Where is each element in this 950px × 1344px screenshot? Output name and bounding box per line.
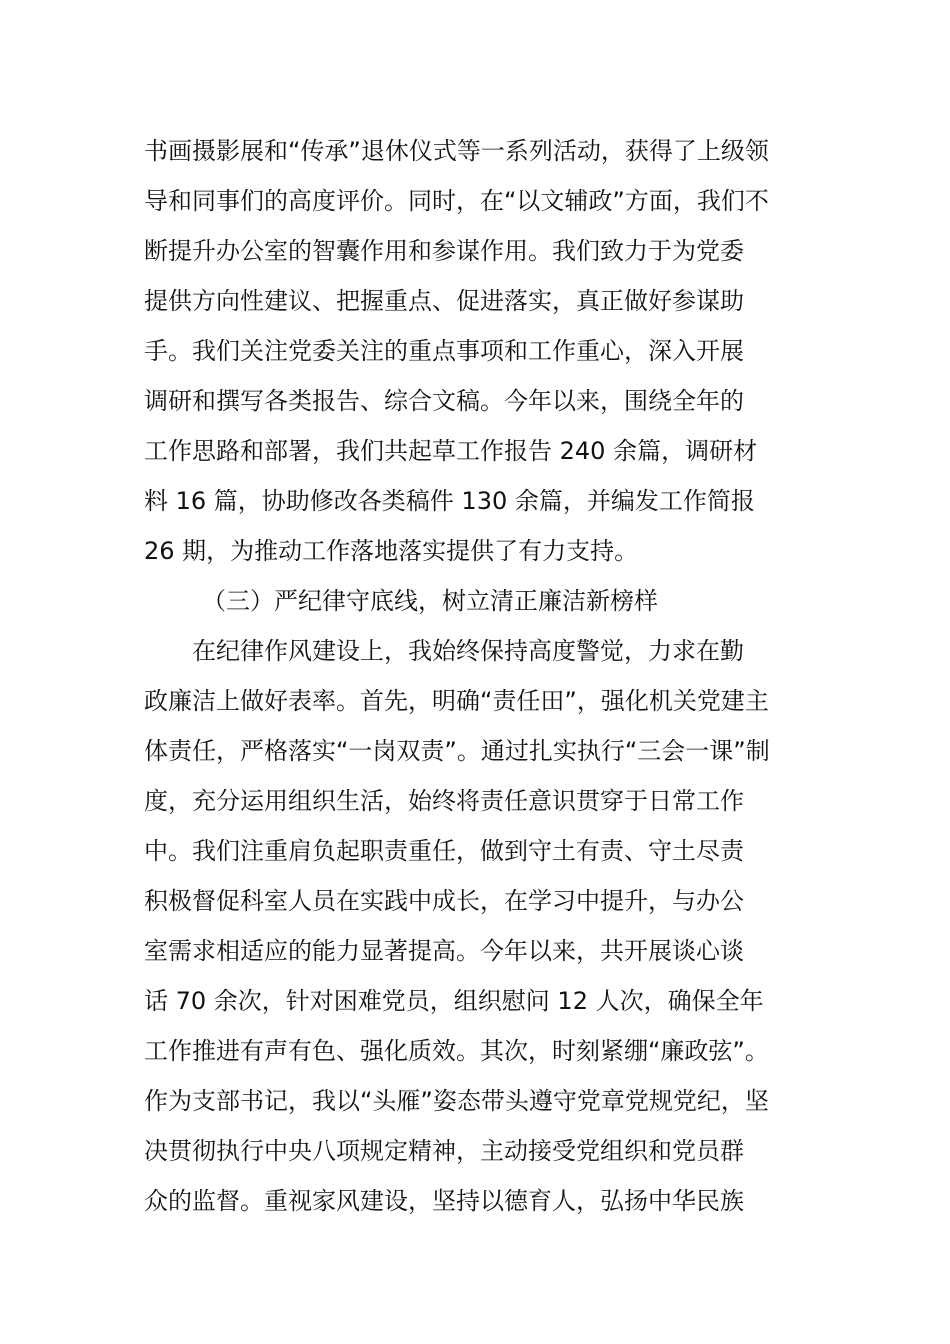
text-line: 中。我们注重肩负起职责重任，做到守土有责、守土尽责 <box>144 837 744 865</box>
section-heading: （三）严纪律守底线，树立清正廉洁新榜样 <box>202 587 658 615</box>
text-line: 室需求相适应的能力显著提高。今年以来，共开展谈心谈 <box>144 937 744 965</box>
text-line: 书画摄影展和“传承”退休仪式等一系列活动，获得了上级领 <box>144 137 769 165</box>
text-line: 积极督促科室人员在实践中成长，在学习中提升，与办公 <box>144 887 744 915</box>
text-line: 26 期，为推动工作落地落实提供了有力支持。 <box>144 537 639 565</box>
paragraph-first-line: 在纪律作风建设上，我始终保持高度警觉，力求在勤 <box>192 637 744 665</box>
text-line: 话 70 余次，针对困难党员，组织慰问 12 人次，确保全年 <box>144 987 764 1015</box>
text-line: 决贯彻执行中央八项规定精神，主动接受党组织和党员群 <box>144 1137 744 1165</box>
text-line: 度，充分运用组织生活，始终将责任意识贯穿于日常工作 <box>144 787 744 815</box>
text-line: 料 16 篇，协助修改各类稿件 130 余篇，并编发工作简报 <box>144 487 755 515</box>
text-line: 手。我们关注党委关注的重点事项和工作重心，深入开展 <box>144 337 744 365</box>
body-text <box>144 126 808 1226</box>
text-line: 断提升办公室的智囊作用和参谋作用。我们致力于为党委 <box>144 237 744 265</box>
text-line: 工作思路和部署，我们共起草工作报告 240 余篇，调研材 <box>144 437 758 465</box>
text-line: 调研和撰写各类报告、综合文稿。今年以来，围绕全年的 <box>144 387 744 415</box>
text-line: 政廉洁上做好表率。首先，明确“责任田”，强化机关党建主 <box>144 687 769 715</box>
text-line: 提供方向性建议、把握重点、促进落实，真正做好参谋助 <box>144 287 744 315</box>
text-line: 众的监督。重视家风建设，坚持以德育人，弘扬中华民族 <box>144 1187 744 1215</box>
text-line: 工作推进有声有色、强化质效。其次，时刻紧绷“廉政弦”。 <box>144 1037 769 1065</box>
text-line: 作为支部书记，我以“头雁”姿态带头遵守党章党规党纪，坚 <box>144 1087 769 1115</box>
text-line: 导和同事们的高度评价。同时，在“以文辅政”方面，我们不 <box>144 187 769 215</box>
text-line: 体责任，严格落实“一岗双责”。通过扎实执行“三会一课”制 <box>144 737 770 765</box>
